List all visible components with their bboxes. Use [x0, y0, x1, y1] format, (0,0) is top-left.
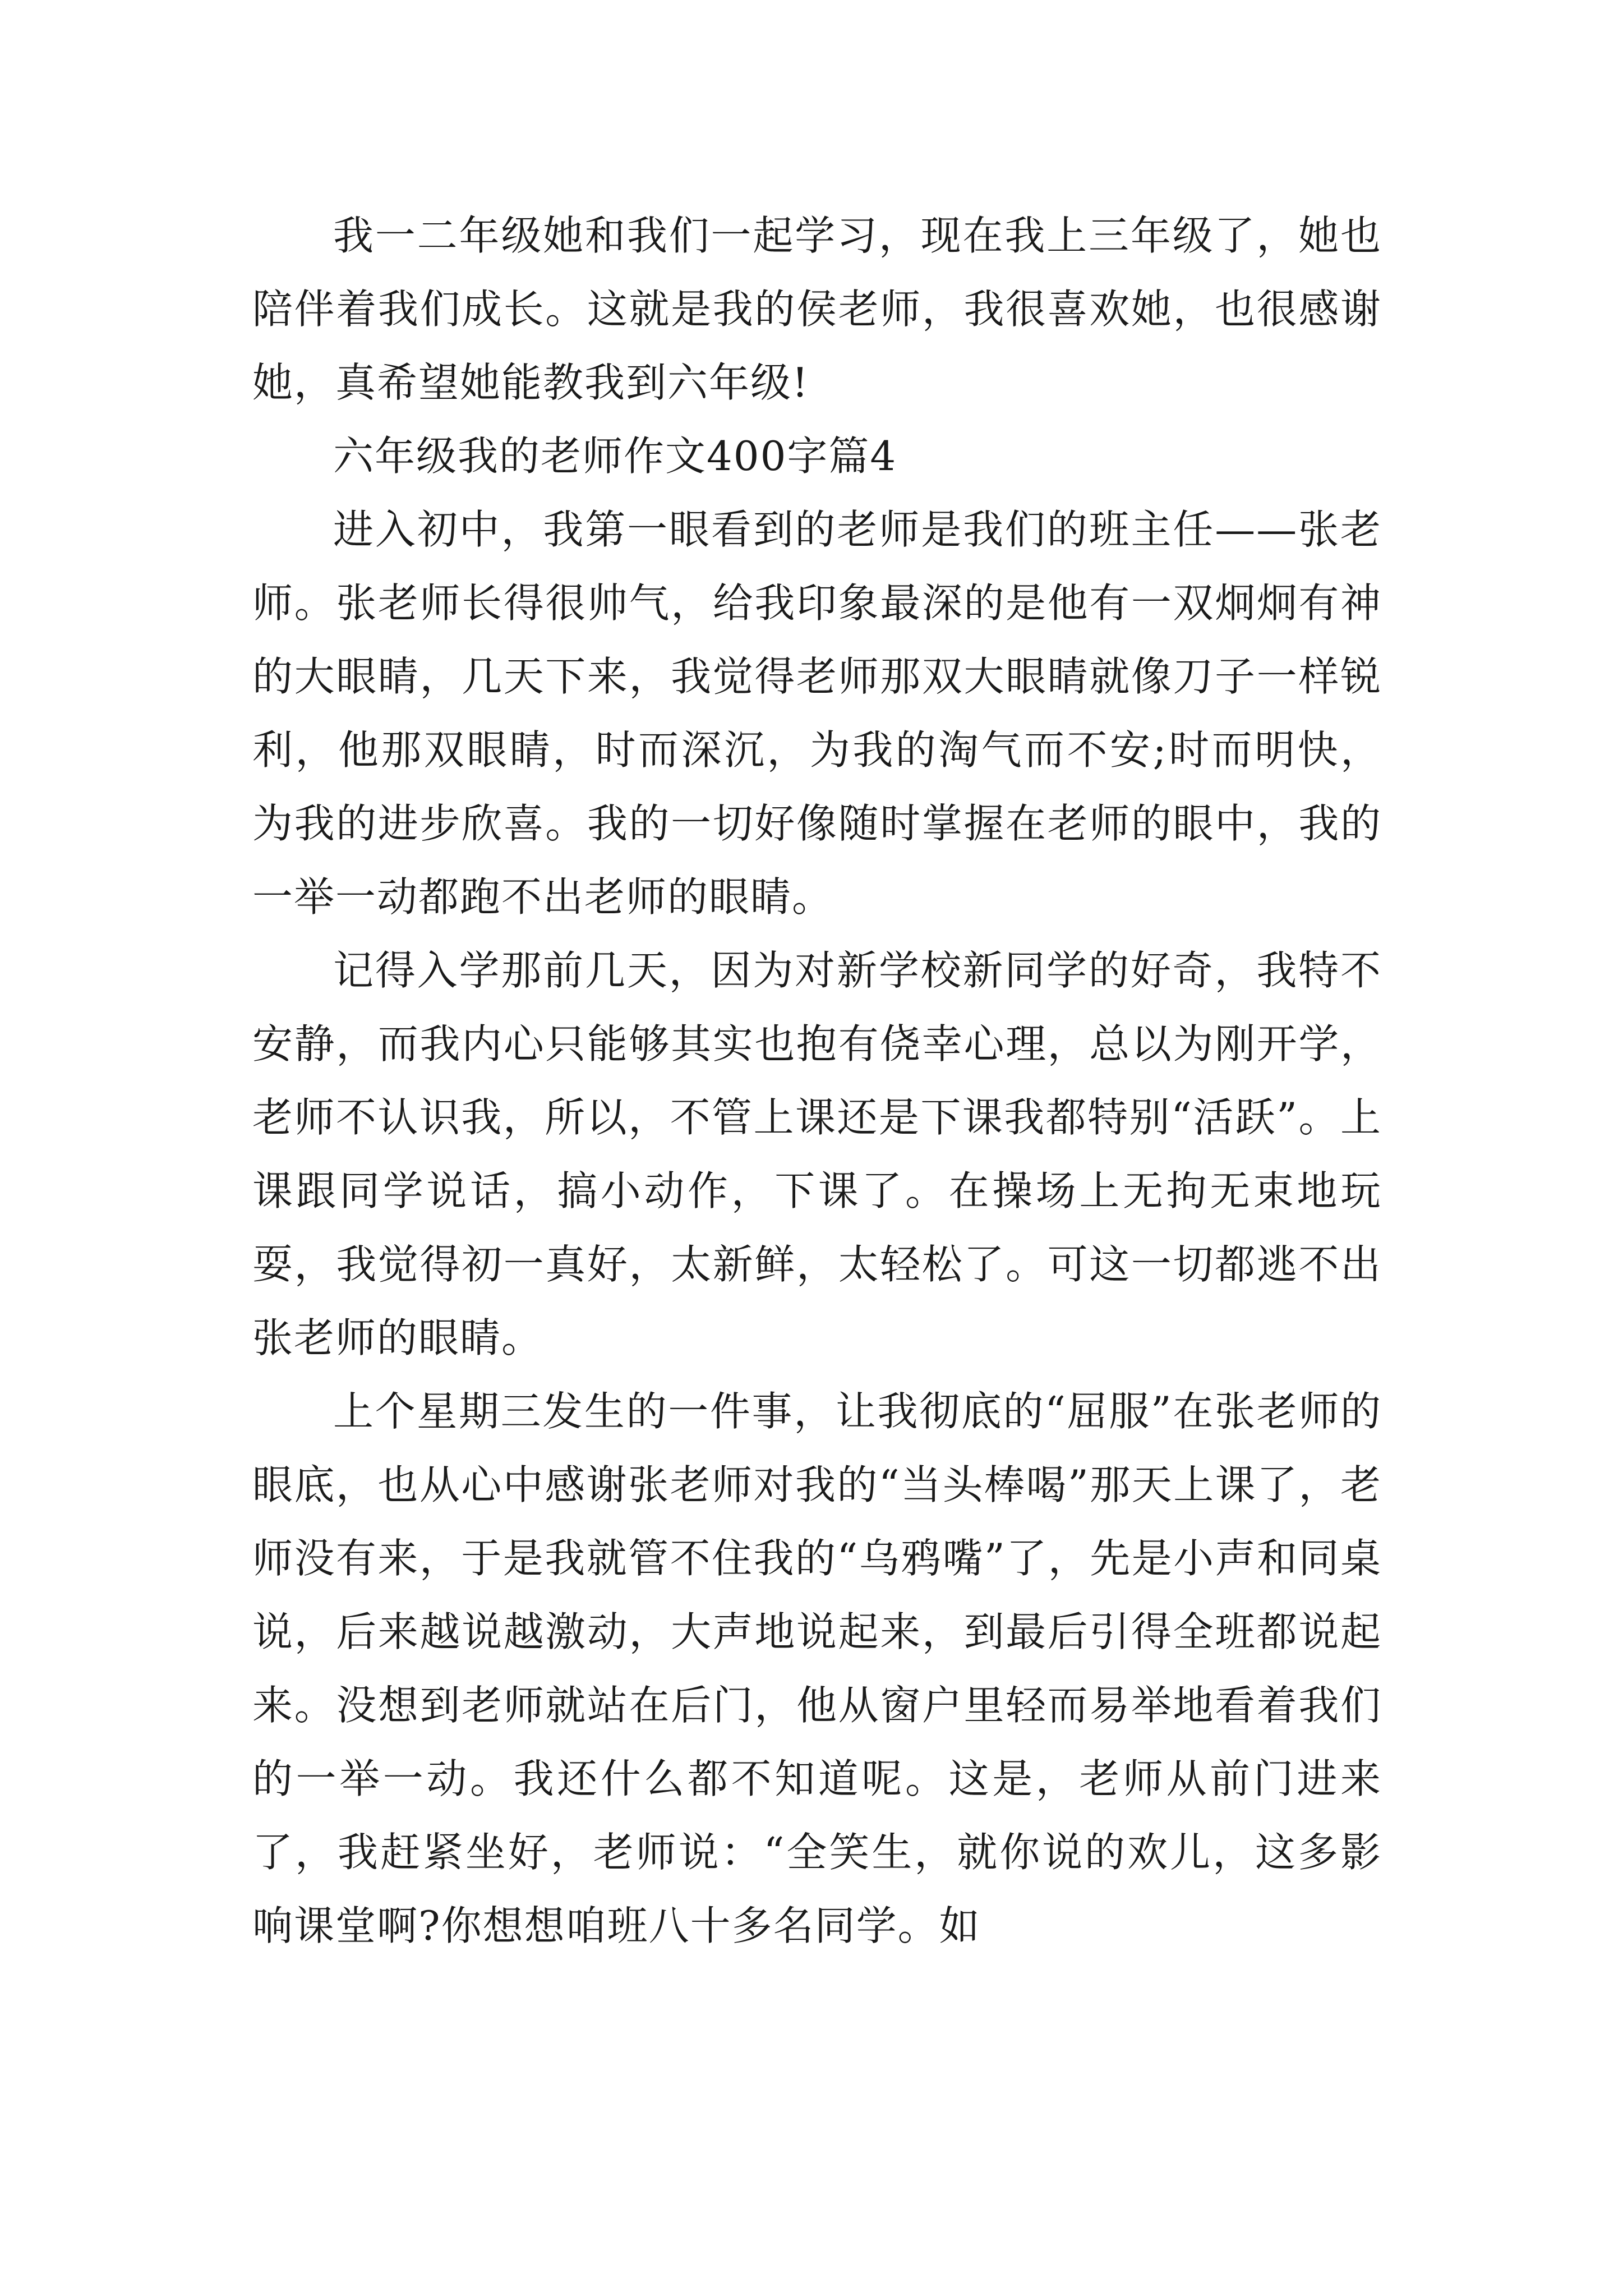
paragraph-2: 进入初中，我第一眼看到的老师是我们的班主任——张老师。张老师长得很帅气，给我印象最深的是他有一双炯炯有神的大眼睛，几天下来，我觉得老师那双大眼睛就像刀子一样锐利，他那双眼睛，时而深沉，为我的淘气而不安;时而明快，为我的进步欣喜。我的一切好像随时掌握在老师的眼中，我的一举一动都跑不出老师的眼睛。: [252, 506, 1382, 921]
paragraph-1: 我一二年级她和我们一起学习，现在我上三年级了，她也陪伴着我们成长。这就是我的侯老师，我很喜欢她，也很感谢她，真希望她能教我到六年级!: [252, 212, 1382, 406]
paragraph-3: 记得入学那前几天，因为对新学校新同学的好奇，我特不安静，而我内心只能够其实也抱有侥幸心理，总以为刚开学，老师不认识我，所以，不管上课还是下课我都特别“活跃”。上课跟同学说话，搞小动作，下课了。在操场上无拘无束地玩耍，我觉得初一真好，太新鲜，太轻松了。可这一切都逃不出张老师的眼睛。: [252, 947, 1382, 1361]
paragraph-4: 上个星期三发生的一件事，让我彻底的“屈服”在张老师的眼底，也从心中感谢张老师对我的“当头棒喝”那天上课了，老师没有来，于是我就管不住我的“乌鸦嘴”了，先是小声和同桌说，后来越说越激动，大声地说起来，到最后引得全班都说起来。没想到老师就站在后门，他从窗户里轻而易举地看着我们的一举一动。我还什么都不知道呢。这是，老师从前门进来了，我赶紧坐好，老师说：“全笑生，就你说的欢儿，这多影响课堂啊?你想想咱班八十多名同学。如: [252, 1388, 1382, 1949]
section-heading: 六年级我的老师作文400字篇4: [333, 432, 897, 480]
article-body: [252, 199, 1382, 1963]
